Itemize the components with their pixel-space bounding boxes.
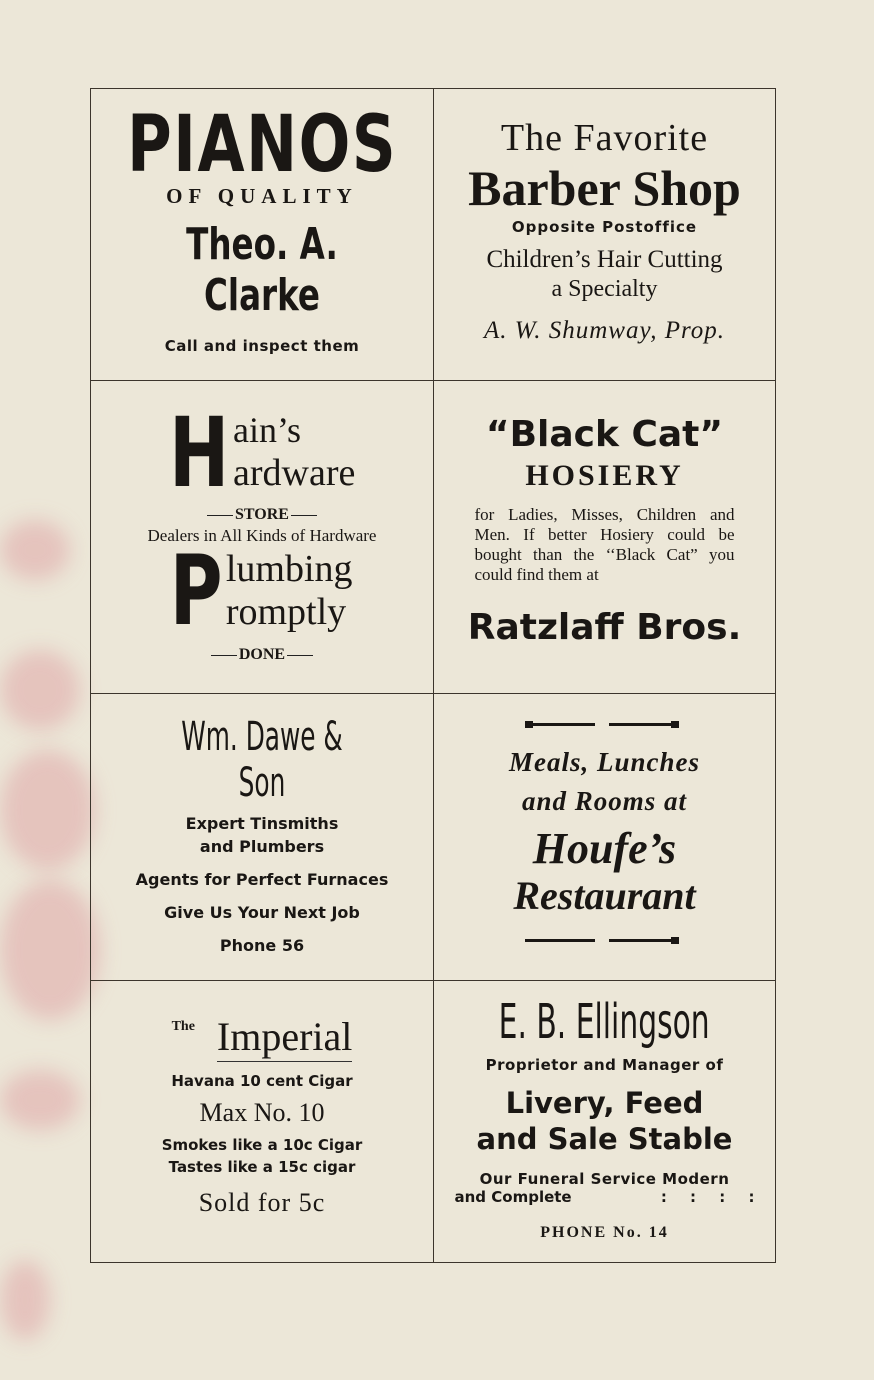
pianos-name: Theo. A. Clarke [186,219,338,321]
ad-barber [434,89,775,381]
hardware-dealers: Dealers in All Kinds of Hardware [147,526,377,545]
barber-line4: Children’s Hair Cutting [486,246,723,273]
hosiery-title: “Black Cat” [485,413,724,455]
imperial-line3: Smokes like a 10c Cigar [161,1136,363,1154]
hosiery-firm: Ratzlaff Bros. [467,606,742,648]
livery-name: E. B. Ellingson [499,993,710,1050]
ad-grid [90,88,776,1263]
imperial-line5: Sold for 5c [198,1188,326,1217]
ad-restaurant [434,694,775,981]
livery-colons: : : : : [660,1187,755,1206]
livery-phone: PHONE No. 14 [540,1223,669,1241]
pianos-tagline: Call and inspect them [164,337,360,355]
page-stain [0,650,80,730]
livery-line5: and Complete [454,1187,572,1206]
divider [287,655,313,656]
livery-line3: and Sale Stable [476,1121,733,1156]
hardware-initial-p: P [170,535,224,647]
hosiery-body: for Ladies, Misses, Children and Men. If better Hosiery could be bought than the ‘‘Black Cat” you could find them at [474,504,735,584]
ad-hardware [91,381,434,694]
page-stain [0,1070,80,1130]
hosiery-subtitle: HOSIERY [525,458,684,492]
divider [291,515,317,516]
dawe-line5: Phone 56 [219,935,305,955]
dawe-title: Wm. Dawe & Son [181,713,343,806]
imperial-line4: Tastes like a 15c cigar [168,1158,356,1176]
divider [207,515,233,516]
page-stain [0,1260,50,1340]
imperial-line1: Havana 10 cent Cigar [171,1072,353,1090]
barber-line1: The Favorite [500,117,709,159]
dawe-line2: and Plumbers [199,836,325,856]
imperial-line2: Max No. 10 [199,1098,325,1127]
hardware-line3: lumbing [225,548,353,590]
dawe-line4: Give Us Your Next Job [164,902,360,922]
ad-livery [434,981,775,1262]
ad-hosiery [434,381,775,694]
barber-line3: Opposite Postoffice [511,218,698,236]
ornament-rule-top [525,719,685,729]
page-stain [0,880,100,1020]
pianos-title: PIANOS [126,100,398,190]
restaurant-line3: Houfe’s [532,824,677,873]
divider [211,655,237,656]
ad-pianos [91,89,434,381]
hardware-done: DONE [238,646,286,663]
imperial-the: The [171,1019,195,1034]
ad-imperial [91,981,434,1262]
hardware-line2: ardware [232,452,356,494]
livery-line2: Livery, Feed [505,1085,704,1120]
page-stain [0,750,95,870]
livery-line1: Proprietor and Manager of [485,1055,724,1074]
restaurant-line2: and Rooms at [521,786,688,816]
restaurant-line1: Meals, Lunches [508,747,701,777]
barber-line5: a Specialty [551,276,658,302]
ornament-rule-bottom [525,935,685,945]
hardware-line1: ain’s [232,410,301,450]
pianos-quality: OF QUALITY [166,184,358,208]
ad-dawe [91,694,434,981]
hardware-initial-h: H [168,397,229,509]
hardware-line4: romptly [225,591,347,633]
page-stain [0,520,70,580]
dawe-line1: Expert Tinsmiths [185,813,339,833]
barber-prop: A. W. Shumway, Prop. [483,317,726,344]
dawe-line3: Agents for Perfect Furnaces [135,869,389,889]
imperial-title: Imperial [217,1015,353,1062]
livery-line4: Our Funeral Service Modern [479,1169,730,1188]
restaurant-line4: Restaurant [513,873,696,918]
barber-line2: Barber Shop [468,160,741,216]
hardware-store: STORE [235,506,289,523]
